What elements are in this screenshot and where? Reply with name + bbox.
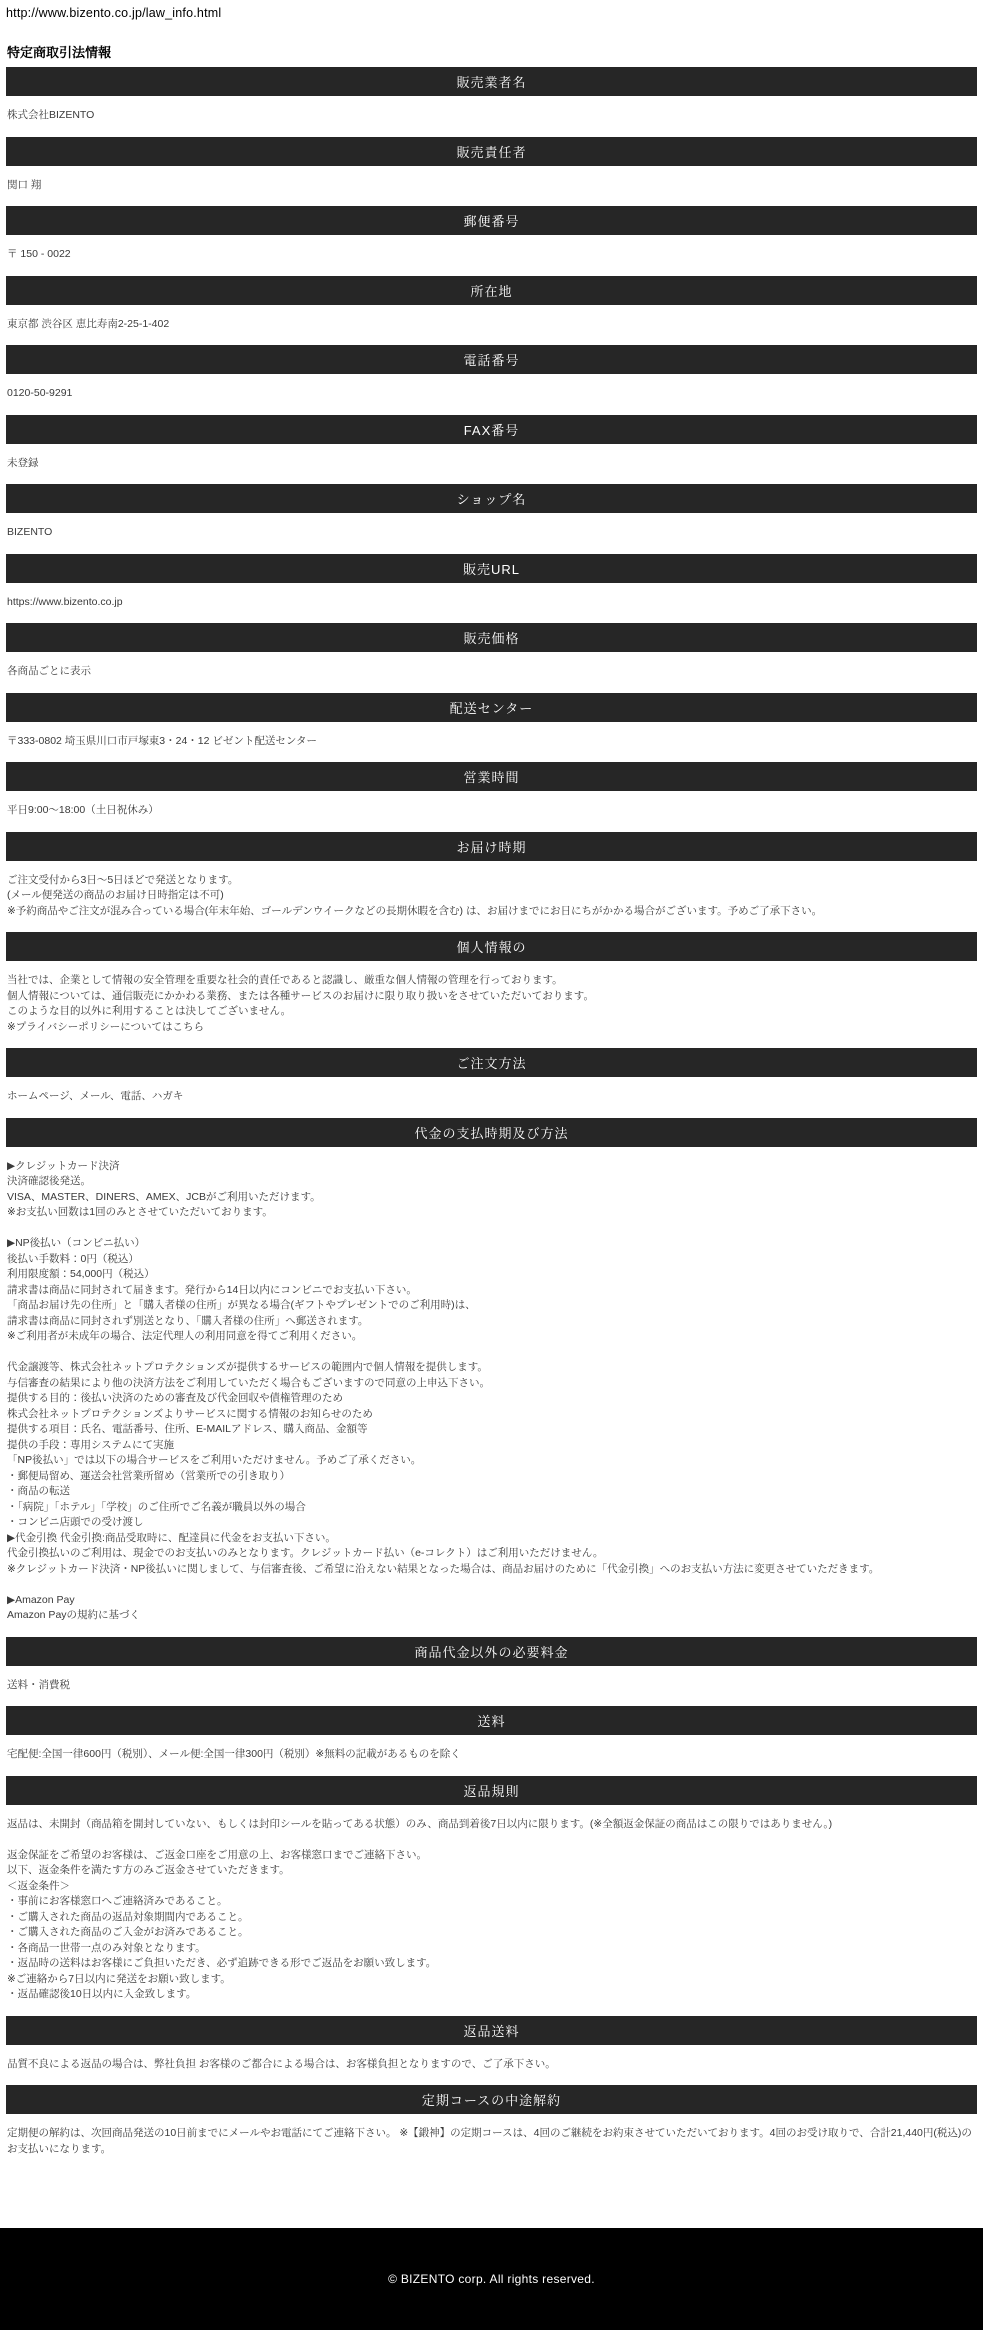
section-heading-bar xyxy=(6,1118,977,1147)
content-line: 株式会社BIZENTO xyxy=(7,109,95,121)
section-heading: お届け時期 xyxy=(456,839,527,855)
content-line: 平日9:00～18:00（土日祝休み） xyxy=(7,804,159,816)
section-heading: 返品規則 xyxy=(463,1783,520,1799)
content-line: ・ご購入された商品のご入金がお済みであること。 xyxy=(7,1926,249,1938)
content-line: 「NP後払い」では以下の場合サービスをご利用いただけません。予めご了承ください。 xyxy=(7,1454,422,1466)
content-line: Amazon Payの規約に基づく xyxy=(7,1609,141,1621)
content-line: 送料・消費税 xyxy=(7,1678,70,1691)
section-content xyxy=(6,2045,977,2086)
section-content xyxy=(6,583,977,624)
content-line: 当社では、企業として情報の安全管理を重要な社会的責任であると認識し、厳重な個人情報の管理を行っております。 xyxy=(7,974,563,986)
content-line: 東京都 渋谷区 恵比寿南2-25-1-402 xyxy=(7,317,170,330)
content-line: 定期便の解約は、次回商品発送の10日前までにメールやお電話にてご連絡下さい。 ※【鍛神】の定期コースは、4回のご継続をお約束させていただいております。4回のお受け取りで、合計21,440円(税込)のお支払いになります。 xyxy=(7,2127,972,2155)
section-content xyxy=(6,791,977,832)
section-content xyxy=(6,961,977,1048)
law-section xyxy=(6,1048,977,1118)
content-line: 「商品お届け先の住所」と「購入者様の住所」が異なる場合(ギフトやプレゼントでのご利用時)は、 xyxy=(7,1299,476,1311)
law-section xyxy=(6,1118,977,1637)
section-content xyxy=(6,166,977,207)
content-line: 代金譲渡等、株式会社ネットプロテクションズが提供するサービスの範囲内で個人情報を提供します。 xyxy=(7,1361,488,1373)
content-line: ※クレジットカード決済・NP後払いに関しまして、与信審査後、ご希望に沿えない結果となった場合は、商品お届けのために「代金引換」へのお支払い方法に変更させていただきます。 xyxy=(7,1562,880,1575)
content-line: 代金引換払いのご利用は、現金でのお支払いのみとなります。クレジットカード払い（e-コレクト）はご利用いただけません。 xyxy=(7,1547,604,1559)
section-heading-bar xyxy=(6,932,977,961)
content-line: 与信審査の結果により他の決済方法をご利用していただく場合もございますので同意の上申込下さい。 xyxy=(7,1376,490,1389)
content-line: ・返品確認後10日以内に入金致します。 xyxy=(7,1988,197,2000)
law-section xyxy=(6,554,977,624)
section-heading-bar xyxy=(6,693,977,722)
section-content xyxy=(6,2114,977,2170)
section-heading: 送料 xyxy=(477,1714,506,1729)
content-line: 返金保証をご希望のお客様は、ご返金口座をご用意の上、お客様窓口までご連絡下さい。 xyxy=(7,1848,427,1861)
section-heading: 商品代金以外の必要料金 xyxy=(414,1644,569,1660)
content-line: ・各商品一世帯一点のみ対象となります。 xyxy=(7,1941,206,1954)
content-line: 請求書は商品に同封されて届きます。発行から14日以内にコンビニでお支払い下さい。 xyxy=(7,1283,417,1296)
content-line: https://www.bizento.co.jp xyxy=(7,595,123,608)
content-line: 請求書は商品に同封されず別送となり、「購入者様の住所」へ郵送されます。 xyxy=(7,1314,369,1327)
law-section xyxy=(6,345,977,415)
content-line: ▶NP後払い（コンビニ払い） xyxy=(7,1237,146,1249)
law-section xyxy=(6,67,977,137)
content-line: 〒 150 - 0022 xyxy=(7,248,71,260)
content-line: ・「病院」「ホテル」「学校」のご住所でご名義が職員以外の場合 xyxy=(7,1500,306,1513)
content-line: 0120-50-9291 xyxy=(7,387,73,399)
section-heading-bar xyxy=(6,762,977,791)
content-line: ※お支払い回数は1回のみとさせていただいております。 xyxy=(7,1206,273,1218)
section-heading: 販売価格 xyxy=(463,631,520,646)
content-line: 宅配便:全国一律600円（税別）、メール便:全国一律300円（税別）※無料の記載があるものを除く xyxy=(7,1748,461,1760)
content-line: 返品は、未開封（商品箱を開封していない、もしくは封印シールを貼ってある状態）のみ、商品到着後7日以内に限ります。(※全額返金保証の商品はこの限りではありません。) xyxy=(7,1817,833,1830)
content-line: ▶Amazon Pay xyxy=(7,1593,75,1606)
law-section xyxy=(6,832,977,933)
content-line: 提供の手段：専用システムにて実施 xyxy=(7,1438,174,1451)
content-line: ※プライバシーポリシーについてはこちら xyxy=(7,1020,205,1033)
content-line xyxy=(7,1577,976,1593)
content-line: 〒333-0802 埼玉県川口市戸塚東3・24・12 ビゼント配送センター xyxy=(7,734,317,747)
content-line: 提供する目的：後払い決済のための審査及び代金回収や債権管理のため xyxy=(7,1392,343,1404)
content-line: ホームページ、メール、電話、ハガキ xyxy=(7,1090,184,1102)
content-line: このような目的以外に利用することは決してございません。 xyxy=(7,1005,292,1017)
content-line xyxy=(7,1345,976,1361)
law-section xyxy=(6,2085,977,2170)
section-content xyxy=(6,444,977,485)
section-heading: 配送センター xyxy=(449,700,534,716)
section-content xyxy=(6,96,977,137)
page-title: 特定商取引法情報 xyxy=(7,45,112,60)
section-heading: 販売URL xyxy=(462,561,520,577)
page-footer xyxy=(0,2228,983,2330)
law-section xyxy=(6,623,977,693)
law-section xyxy=(6,1637,977,1707)
law-section xyxy=(6,1776,977,2016)
content-line: 後払い手数料：0円（税込） xyxy=(7,1252,139,1265)
section-content xyxy=(6,652,977,693)
content-line: ご注文受付から3日～5日ほどで発送となります。 xyxy=(7,873,239,886)
section-heading: ショップ名 xyxy=(456,492,527,507)
content-line: 個人情報については、通信販売にかかわる業務、または各種サービスのお届けに限り取り扱いをさせていただいております。 xyxy=(7,989,594,1002)
section-heading-bar xyxy=(6,1706,977,1735)
section-heading: 返品送料 xyxy=(463,2023,520,2039)
content-line: ※ご利用者が未成年の場合、法定代理人の利用同意を得てご利用ください。 xyxy=(7,1330,363,1342)
section-heading-bar xyxy=(6,67,977,96)
section-heading-bar xyxy=(6,415,977,444)
section-heading: 電話番号 xyxy=(463,353,520,368)
section-heading: 販売業者名 xyxy=(456,75,527,90)
section-content xyxy=(6,1077,977,1118)
content-line: ＜返金条件＞ xyxy=(7,1879,70,1892)
law-section xyxy=(6,1706,977,1776)
content-line: 利用限度額：54,000円（税込） xyxy=(7,1268,155,1280)
section-heading: 営業時間 xyxy=(463,770,520,785)
section-content xyxy=(6,722,977,763)
section-heading-bar xyxy=(6,484,977,513)
content-line: ・事前にお客様窓口へご連絡済みであること。 xyxy=(7,1895,228,1907)
section-content xyxy=(6,305,977,346)
law-section xyxy=(6,762,977,832)
content-line: 品質不良による返品の場合は、弊社負担 お客様のご都合による場合は、お客様負担となりますので、ご了承下さい。 xyxy=(7,2057,556,2070)
content-line: ・商品の転送 xyxy=(7,1485,70,1497)
content-line: ※ご連絡から7日以内に発送をお願い致します。 xyxy=(7,1972,231,1985)
content-line: ・郵便局留め、運送会社営業所留め（営業所での引き取り） xyxy=(7,1469,291,1482)
section-heading-bar xyxy=(6,276,977,305)
section-heading: 定期コースの中途解約 xyxy=(421,2093,562,2108)
section-content xyxy=(6,861,977,933)
content-line: 提供する項目：氏名、電話番号、住所、E-MAILアドレス、購入商品、金額等 xyxy=(7,1423,368,1435)
section-content xyxy=(6,374,977,415)
content-line: ・コンビニ店頭での受け渡し xyxy=(7,1516,144,1528)
section-heading-bar xyxy=(6,623,977,652)
section-heading: 郵便番号 xyxy=(463,214,520,229)
section-content xyxy=(6,513,977,554)
section-heading-bar xyxy=(6,2016,977,2045)
content-line: 関口 翔 xyxy=(7,178,42,191)
section-heading: ご注文方法 xyxy=(456,1056,527,1071)
content-line: ※予約商品やご注文が混み合っている場合(年末年始、ゴールデンウイークなどの長期休暇を含む) は、お届けまでにお日にちがかかる場合がございます。予めご了承下さい。 xyxy=(7,904,823,917)
content-line xyxy=(7,1832,976,1848)
section-heading-bar xyxy=(6,137,977,166)
content-line: ▶クレジットカード決済 xyxy=(7,1159,120,1172)
page-url-text: http://www.bizento.co.jp/law_info.html xyxy=(6,6,222,20)
content-line: ▶代金引換 代金引換:商品受取時に、配達員に代金をお支払い下さい。 xyxy=(7,1531,336,1544)
content-line: 未登録 xyxy=(7,456,39,469)
section-content xyxy=(6,1805,977,2016)
section-heading-bar xyxy=(6,2085,977,2114)
law-section xyxy=(6,415,977,485)
section-heading-bar xyxy=(6,832,977,861)
content-line: 株式会社ネットプロテクションズよりサービスに関する情報のお知らせのため xyxy=(7,1407,373,1420)
content-line: VISA、MASTER、DINERS、AMEX、JCBがご利用いただけます。 xyxy=(7,1190,321,1203)
section-heading: 販売責任者 xyxy=(456,144,527,160)
section-content xyxy=(6,1147,977,1637)
section-heading-bar xyxy=(6,554,977,583)
content-line: 決済確認後発送。 xyxy=(7,1175,91,1187)
content-line xyxy=(7,1221,976,1237)
section-heading-bar xyxy=(6,345,977,374)
law-info-sections xyxy=(0,67,983,2170)
content-line: ・返品時の送料はお客様にご負担いただき、必ず追跡できる形でご返品をお願い致します。 xyxy=(7,1957,437,1969)
section-heading: 個人情報の xyxy=(456,940,527,955)
law-section xyxy=(6,276,977,346)
copyright-text: © BIZENTO corp. All rights reserved. xyxy=(388,2272,595,2286)
section-content xyxy=(6,235,977,276)
section-heading-bar xyxy=(6,1637,977,1666)
content-line: ・ご購入された商品の返品対象期間内であること。 xyxy=(7,1910,249,1923)
law-section xyxy=(6,2016,977,2086)
law-section xyxy=(6,484,977,554)
section-heading: 代金の支払時期及び方法 xyxy=(414,1125,569,1141)
content-line: 各商品ごとに表示 xyxy=(7,665,91,677)
content-line: 以下、返金条件を満たす方のみご返金させていただきます。 xyxy=(7,1864,290,1876)
section-content xyxy=(6,1666,977,1707)
section-heading: 所在地 xyxy=(470,283,513,299)
section-content xyxy=(6,1735,977,1776)
section-heading-bar xyxy=(6,206,977,235)
law-section xyxy=(6,932,977,1048)
content-line: BIZENTO xyxy=(7,526,53,538)
content-line: (メール便発送の商品のお届け日時指定は不可) xyxy=(7,889,224,901)
law-section xyxy=(6,206,977,276)
section-heading: FAX番号 xyxy=(463,422,520,438)
section-heading-bar xyxy=(6,1048,977,1077)
law-section xyxy=(6,693,977,763)
law-section xyxy=(6,137,977,207)
section-heading-bar xyxy=(6,1776,977,1805)
